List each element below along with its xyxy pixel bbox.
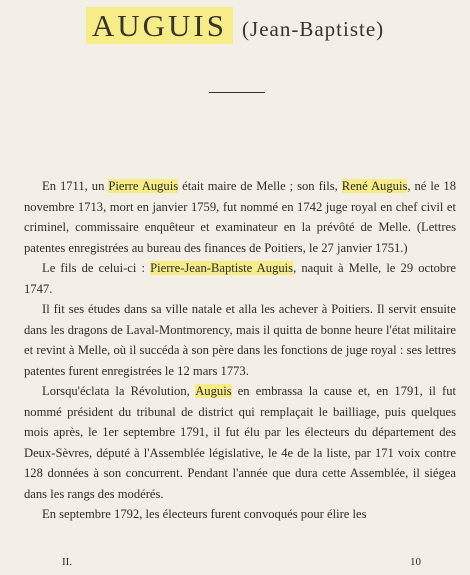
highlighted-name: Pierre-Jean-Baptiste Auguis: [150, 261, 294, 275]
highlighted-name: Auguis: [195, 384, 232, 398]
text-run: , naquit à Melle, le 29 octobre 1747.: [24, 261, 457, 296]
text-run: Le fils de celui-ci :: [42, 261, 151, 275]
page-number: 10: [410, 556, 421, 568]
body-text: [24, 176, 456, 525]
paragraph: [24, 504, 456, 525]
text-run: En septembre 1792, les électeurs furent convoqués pour élire les: [42, 507, 367, 521]
paragraph: [24, 381, 456, 504]
text-run: était maire de Melle ; son fils,: [178, 179, 342, 193]
title-divider: [209, 92, 265, 93]
paragraph: [24, 258, 456, 299]
text-run: En 1711, un: [42, 179, 109, 193]
text-run: Lorsqu'éclata la Révolution,: [42, 384, 196, 398]
text-run: , né le 18 novembre 1713, mort en janvier 1759, fut nommé en 1742 juge royal en chef civil et criminel, commissaire enquêteur et examinateur en la prévôté de Melle. (Lettres patentes enregistrées au bureau des finances de Poitiers, le 27 janvier 1751.): [24, 179, 456, 255]
heading-surname: AUGUIS: [86, 7, 233, 44]
heading-given-names: (Jean-Baptiste): [242, 17, 385, 41]
paragraph: [24, 299, 456, 381]
entry-heading: [0, 8, 470, 44]
text-run: Il fit ses études dans sa ville natale et alla les achever à Poitiers. Il servit ensuite dans les dragons de Laval-Montmorency, mais il quitta de bonne heure l'état militaire et revint à Melle, où il succéda à son père dans les fonctions de juge royal : ses lettres patentes furent enregistrées le 12 mars 1773.: [24, 302, 456, 378]
text-run: en embrassa la cause et, en 1791, il fut nommé président du tribunal de district qui remplaçait le bailliage, puis quelques mois après, le 1er septembre 1791, il fut élu par les électeurs du département des Deux-Sèvres, député à l'Assemblée législative, le 4e de la liste, par 171 voix contre 128 données à son concurrent. Pendant l'année que dura cette Assemblée, il siégea dans les rangs des modérés.: [24, 384, 456, 501]
paragraph: [24, 176, 456, 258]
highlighted-name: Pierre Auguis: [108, 179, 179, 193]
signature-mark: II.: [62, 556, 73, 568]
highlighted-name: René Auguis: [341, 179, 408, 193]
